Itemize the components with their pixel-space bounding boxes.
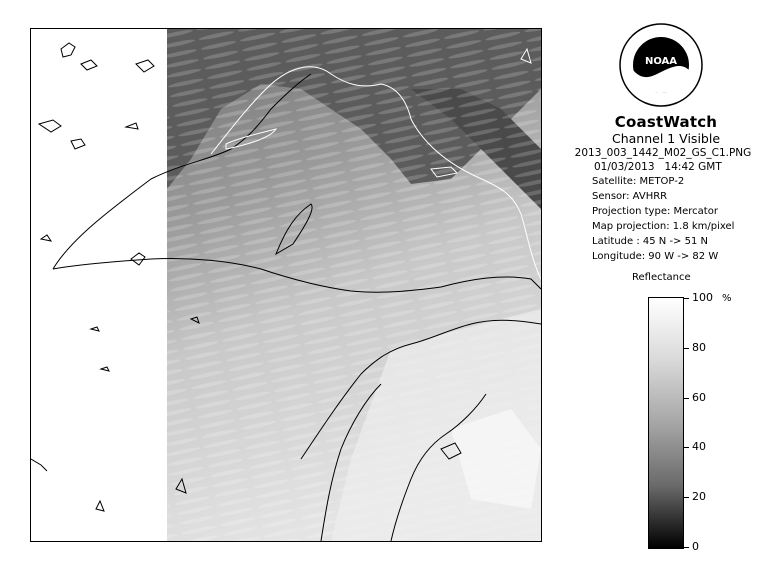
colorbar-tick-label: 100 bbox=[692, 291, 713, 304]
brand-title: CoastWatch bbox=[614, 113, 718, 131]
logo-text: NOAA bbox=[644, 56, 678, 67]
date-time bbox=[560, 160, 772, 174]
noaa-logo bbox=[618, 22, 704, 108]
colorbar-tick-label: 40 bbox=[692, 440, 706, 454]
imagery bbox=[167, 29, 541, 541]
colorbar-tick bbox=[684, 547, 689, 548]
no-data-region bbox=[31, 29, 167, 541]
colorbar-tick bbox=[684, 398, 689, 399]
colorbar-tick-label: 80 bbox=[692, 340, 706, 354]
satellite-map[interactable] bbox=[30, 28, 542, 542]
projection-text: Projection type: Mercator bbox=[592, 206, 718, 217]
metadata-list bbox=[560, 174, 772, 264]
colorbar-title: Reflectance bbox=[632, 272, 691, 283]
colorbar-tick bbox=[684, 298, 689, 299]
latitude-text: Latitude : 45 N -> 51 N bbox=[592, 236, 708, 247]
colorbar-tick-label: 0 bbox=[692, 540, 699, 553]
map-projection-text: Map projection: 1.8 km/pixel bbox=[592, 221, 735, 232]
colorbar-tick bbox=[684, 497, 689, 498]
longitude-text: Longitude: 90 W -> 82 W bbox=[592, 251, 719, 262]
colorbar-tick bbox=[684, 348, 689, 349]
colorbar-unit: % bbox=[722, 293, 732, 304]
sensor-text: Sensor: AVHRR bbox=[592, 191, 668, 202]
colorbar bbox=[648, 297, 684, 549]
file-name: 2013_003_1442_M02_GS_C1.PNG bbox=[574, 147, 752, 159]
colorbar-tick-label: 60 bbox=[692, 390, 706, 404]
date-text: 01/03/2013 bbox=[594, 161, 655, 173]
colorbar-tick bbox=[684, 447, 689, 448]
satellite-text: Satellite: METOP-2 bbox=[592, 176, 685, 187]
colorbar-tick-label: 20 bbox=[692, 490, 706, 504]
channel-label: Channel 1 Visible bbox=[611, 131, 721, 146]
time-text: 14:42 GMT bbox=[664, 161, 722, 173]
info-panel bbox=[560, 114, 772, 264]
